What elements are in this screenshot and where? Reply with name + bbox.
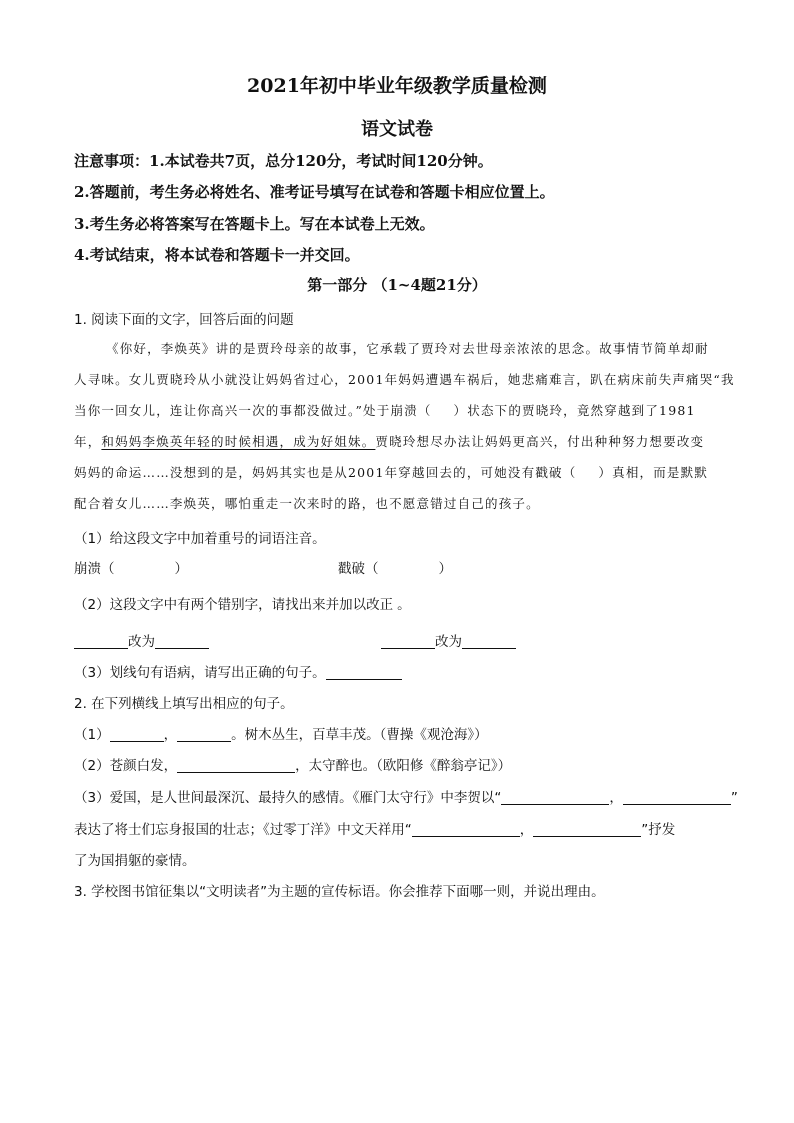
answer-blank[interactable] (623, 790, 731, 805)
fill-item-3 (74, 786, 738, 806)
subquestion-text: （2）这段文字中有两个错别字，请找出来并加以改正 (74, 597, 394, 613)
passage-text: ）状态下的贾晓玲，竟然穿越到了1981 (453, 403, 696, 418)
answer-blank[interactable] (155, 634, 209, 649)
passage-line (74, 401, 696, 419)
answer-blank[interactable] (326, 665, 402, 680)
answer-blank[interactable] (110, 727, 164, 742)
passage-line (74, 463, 708, 481)
underlined-sentence: 和妈妈李焕英年轻的时候相遇，成为好姐妹。 (101, 434, 376, 449)
note-line: 3.考生务必将答案写在答题卡上。写在本试卷上无效。 (74, 215, 435, 233)
answer-blank[interactable] (381, 634, 435, 649)
note-line: 注意事项：1.本试卷共7页，总分120分，考试时间120分钟。 (74, 152, 493, 170)
passage-line (74, 432, 704, 450)
word-label: 崩溃（ (74, 561, 115, 577)
punctuation: 。 (397, 597, 411, 613)
fill-item-3-line-2 (74, 818, 675, 838)
punctuation: ， (609, 790, 623, 806)
item-label: （1） (74, 727, 110, 743)
answer-blank[interactable] (177, 727, 231, 742)
subquestion-3 (74, 661, 402, 681)
passage-text: 妈妈的命运……没想到的是，妈妈其实也是从2001年穿越回去的，可她没有戳破（ (74, 465, 577, 480)
correction-row-1 (74, 630, 209, 650)
item-text: （3）爱国，是人世间最深沉、最持久的感情。《雁门太守行》中李贺以“ (74, 790, 502, 806)
answer-blank[interactable] (412, 822, 520, 837)
passage-text: 贾晓玲想尽办法让妈妈更高兴，付出种种努力想要改变 (375, 434, 705, 449)
passage-text: 年， (74, 434, 102, 449)
answer-blank[interactable] (177, 758, 295, 773)
section-title: 第一部分 （1~4题21分） (307, 276, 487, 294)
question-3-stem: 3. 学校图书馆征集以“文明读者”为主题的宣传标语。你会推荐下面哪一则，并说出理由。 (74, 884, 605, 900)
subquestion-2 (74, 593, 411, 613)
subquestion-text: （3）划线句有语病，请写出正确的句子。 (74, 665, 326, 681)
passage-text: 当你一回女儿，连让你高兴一次的事都没做过。”处于崩溃（ (74, 403, 432, 418)
answer-blank[interactable] (501, 790, 609, 805)
passage-line: 《你好，李焕英》讲的是贾玲母亲的故事，它承载了贾玲对去世母亲浓浓的思念。故事情节简单却耐 (106, 341, 709, 356)
note-line: 4.考试结束，将本试卷和答题卡一并交回。 (74, 246, 360, 264)
item-text: 表达了将士们忘身报国的壮志；《过零丁洋》中文天祥用“ (74, 822, 412, 838)
pinyin-item-2 (338, 557, 452, 577)
question-1-stem: 1. 阅读下面的文字，回答后面的问题 (74, 312, 294, 328)
fill-item-3-line-3: 了为国捐躯的豪情。 (74, 853, 196, 869)
paren: ） (438, 561, 452, 577)
subquestion-1: （1）给这段文字中加着重号的词语注音。 (74, 531, 326, 547)
passage-line: 配合着女儿……李焕英，哪怕重走一次来时的路，也不愿意错过自己的孩子。 (74, 496, 540, 511)
item-text: ”抒发 (641, 822, 676, 838)
change-label: 改为 (128, 634, 155, 650)
item-text: ，太守醉也。（欧阳修《醉翁亭记》） (295, 758, 512, 774)
answer-blank[interactable] (74, 634, 128, 649)
paren: ） (174, 561, 188, 577)
punctuation: ， (519, 822, 534, 838)
pinyin-item-1 (74, 557, 188, 577)
item-text: （2）苍颜白发， (74, 758, 178, 774)
answer-blank[interactable] (462, 634, 516, 649)
punctuation: ” (730, 790, 738, 806)
fill-item-2 (74, 754, 511, 774)
fill-item-1 (74, 723, 488, 743)
exam-title: 2021年初中毕业年级教学质量检测 (247, 75, 547, 97)
note-line: 2.答题前，考生务必将姓名、准考证号填写在试卷和答题卡相应位置上。 (74, 183, 555, 201)
exam-subtitle: 语文试卷 (361, 119, 433, 140)
change-label: 改为 (435, 634, 462, 650)
word-label: 戳破（ (338, 561, 379, 577)
answer-blank[interactable] (533, 822, 641, 837)
question-2-stem: 2. 在下列横线上填写出相应的句子。 (74, 696, 294, 712)
passage-line: 人寻味。女儿贾晓玲从小就没让妈妈省过心，2001年妈妈遭遇车祸后，她悲痛难言，趴在病床前失声痛哭“我 (74, 372, 735, 387)
correction-row-2 (381, 630, 516, 650)
punctuation: ， (163, 727, 178, 743)
passage-text: ）真相，而是默默 (598, 465, 709, 480)
item-text: 。树木丛生，百草丰茂。（曹操《观沧海》） (231, 727, 488, 743)
